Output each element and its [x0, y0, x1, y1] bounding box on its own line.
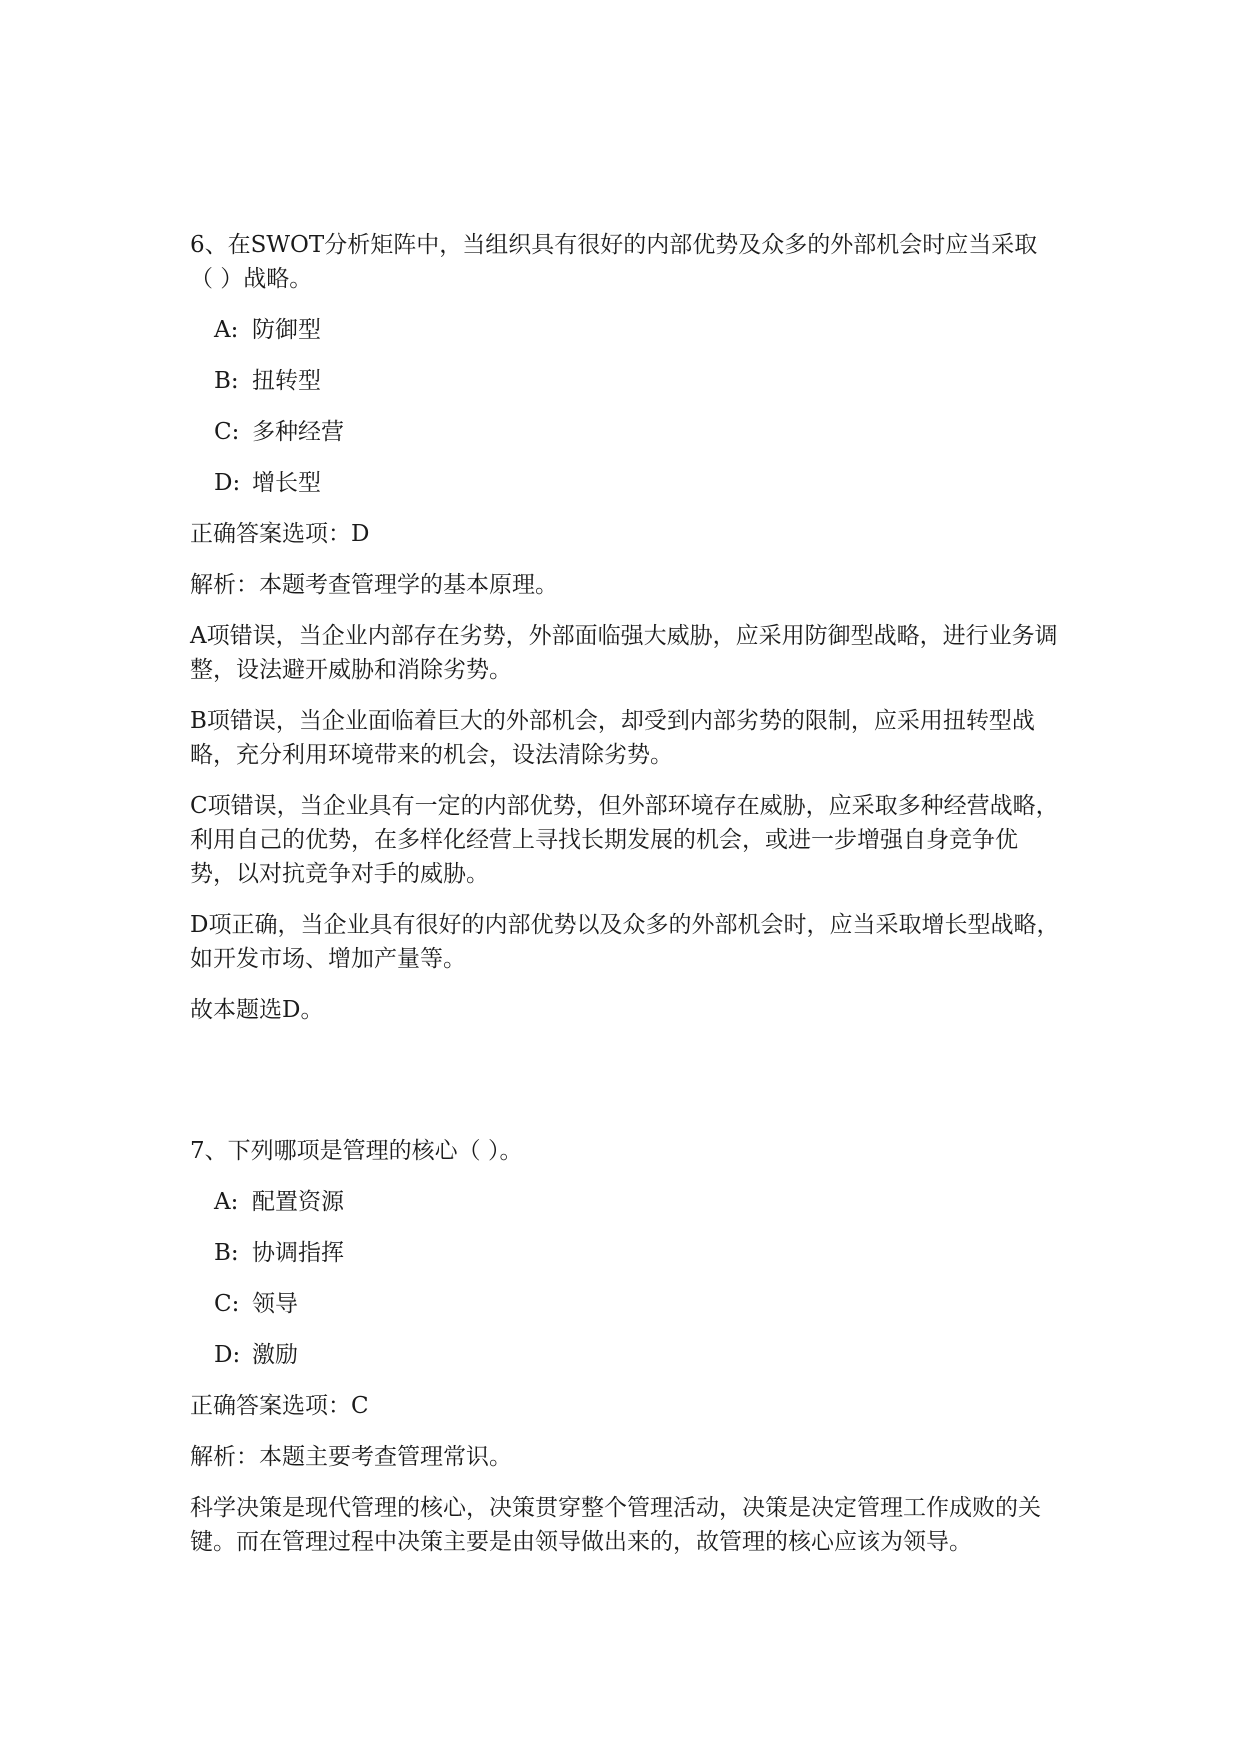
option-text: 激励 [252, 1342, 298, 1368]
analysis-heading: 解析：本题考查管理学的基本原理。 [190, 572, 558, 598]
option-letter: D: [214, 1342, 241, 1368]
option-list [190, 313, 1060, 500]
document-page [190, 228, 1060, 1576]
analysis-conclusion: 故本题选D。 [190, 997, 324, 1023]
analysis-paragraph: A项错误，当企业内部存在劣势，外部面临强大威胁，应采用防御型战略，进行业务调整，设法避开威胁和消除劣势。 [190, 623, 1058, 683]
option-text: 多种经营 [252, 419, 344, 445]
option-text: 扭转型 [252, 368, 321, 394]
option-c [214, 415, 1060, 449]
correct-answer: 正确答案选项：D [190, 521, 370, 547]
option-text: 配置资源 [252, 1189, 344, 1215]
question-stem: 7、下列哪项是管理的核心（ ）。 [190, 1138, 523, 1164]
option-c [214, 1287, 1060, 1321]
question-stem: 6、在SWOT分析矩阵中，当组织具有很好的内部优势及众多的外部机会时应当采取（ ）战略。 [190, 232, 1038, 292]
analysis-paragraph: C项错误，当企业具有一定的内部优势，但外部环境存在威胁，应采取多种经营战略，利用自己的优势，在多样化经营上寻找长期发展的机会，或进一步增强自身竞争优势，以对抗竞争对手的威胁。 [190, 793, 1059, 887]
analysis-paragraph: B项错误，当企业面临着巨大的外部机会，却受到内部劣势的限制，应采用扭转型战略，充分利用环境带来的机会，设法清除劣势。 [190, 708, 1035, 768]
analysis-heading: 解析：本题主要考查管理常识。 [190, 1444, 512, 1470]
option-letter: C: [214, 419, 240, 445]
option-letter: B: [214, 368, 239, 394]
option-b [214, 1236, 1060, 1270]
option-letter: D: [214, 470, 241, 496]
option-text: 增长型 [252, 470, 321, 496]
option-a [214, 1185, 1060, 1219]
option-text: 防御型 [252, 317, 321, 343]
question-6 [190, 228, 1060, 1027]
question-7 [190, 1134, 1060, 1559]
option-d [214, 466, 1060, 500]
option-letter: B: [214, 1240, 239, 1266]
option-a [214, 313, 1060, 347]
analysis-paragraph: 科学决策是现代管理的核心，决策贯穿整个管理活动，决策是决定管理工作成败的关键。而在管理过程中决策主要是由领导做出来的，故管理的核心应该为领导。 [190, 1495, 1041, 1555]
correct-answer: 正确答案选项：C [190, 1393, 369, 1419]
option-list [190, 1185, 1060, 1372]
question-divider-space [190, 1044, 1060, 1134]
analysis-paragraph: D项正确，当企业具有很好的内部优势以及众多的外部机会时，应当采取增长型战略，如开发市场、增加产量等。 [190, 912, 1060, 972]
option-letter: C: [214, 1291, 240, 1317]
option-d [214, 1338, 1060, 1372]
option-text: 协调指挥 [252, 1240, 344, 1266]
option-letter: A: [214, 1189, 239, 1215]
option-b [214, 364, 1060, 398]
option-text: 领导 [252, 1291, 298, 1317]
option-letter: A: [214, 317, 239, 343]
